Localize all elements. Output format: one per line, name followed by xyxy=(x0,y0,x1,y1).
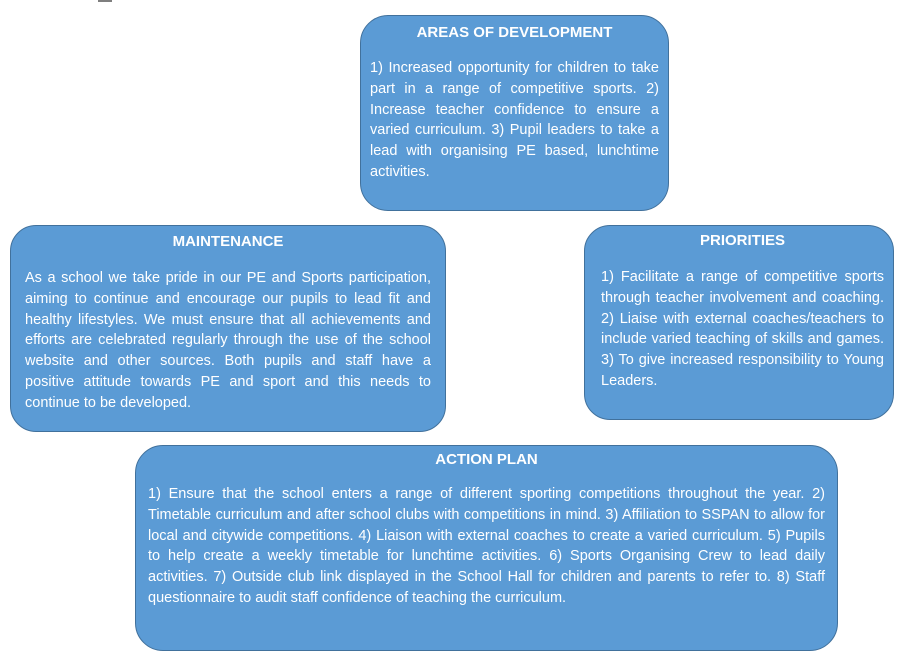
maintenance-text: As a school we take pride in our PE and Sports participation, aiming to continue and encourage our pupils to lead fit and healthy lifestyles. We must ensure that all achievements and efforts are celebrated regularly through the use of the school website and other sources. Both pupils and staff have a positive attitude towards PE and sport and this needs to continue to be developed. xyxy=(25,270,431,411)
action-plan-box xyxy=(135,445,838,651)
maintenance-title: MAINTENANCE xyxy=(172,233,284,250)
action-plan-text: 1) Ensure that the school enters a range of different sporting competitions throughout the year. 2) Timetable curriculum and after school clubs with competitions in mind. 3) Affiliation to SSPAN to allow for local and citywide competitions. 4) Liaison with external coaches to create a varied curriculum. 5) Pupils to help create a weekly timetable for lunchtime activities. 6) Sports Organising Crew to lead daily activities. 7) Outside club link displayed in the School Hall for children and parents to refer to. 8) Staff questionnaire to audit staff confidence of teaching the curriculum. xyxy=(148,486,825,606)
areas-of-development-text: 1) Increased opportunity for children to take part in a range of competitive sports. 2) Increase teacher confidence to ensure a varied curriculum. 3) Pupil leaders to take a lead with organising PE based, lunchtime activities. xyxy=(370,60,659,180)
priorities-box xyxy=(584,225,894,420)
areas-of-development-title: AREAS OF DEVELOPMENT xyxy=(416,24,613,41)
priorities-text: 1) Facilitate a range of competitive sports through teacher involvement and coaching. 2) Liaise with external coaches/teachers to include varied teaching of skills and games. 3) To give increased responsibility to Young Leaders. xyxy=(601,269,884,389)
priorities-title: PRIORITIES xyxy=(699,232,785,249)
action-plan-title: ACTION PLAN xyxy=(435,451,538,468)
areas-of-development-box xyxy=(360,15,669,211)
corner-mark xyxy=(98,0,112,2)
maintenance-box xyxy=(10,225,446,432)
